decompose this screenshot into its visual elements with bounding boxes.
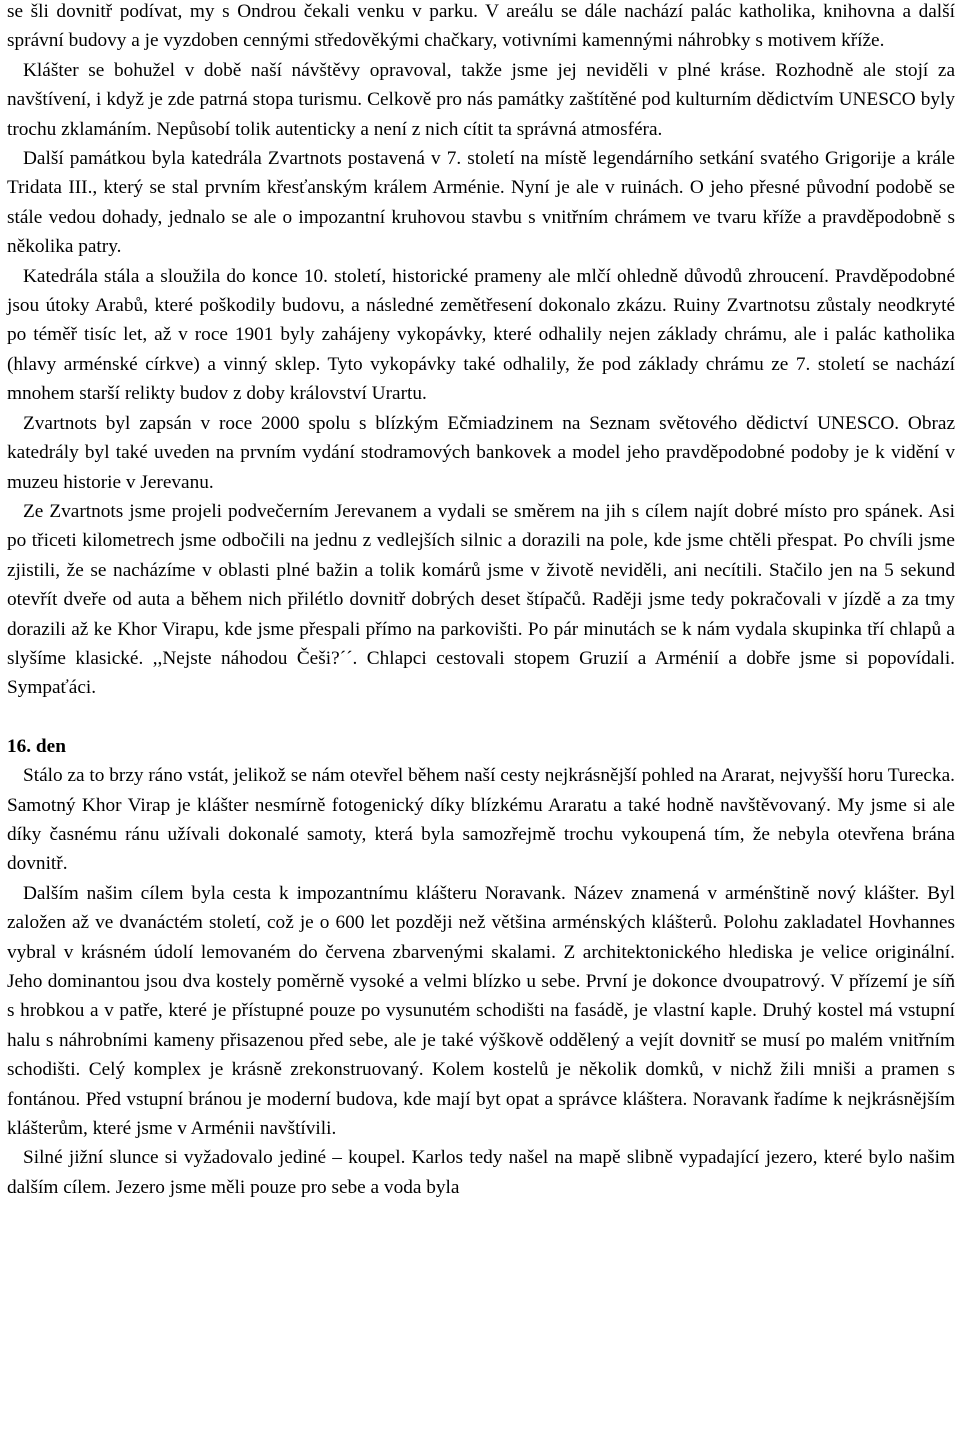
paragraph: Stálo za to brzy ráno vstát, jelikož se nám otevřel během naší cesty nejkrásnější pohled na Ararat, nejvyšší horu Turecka. Samotný Khor Virap je klášter nesmírně fotogenický díky blízkému Araratu a také hodně navštěvovaný. My jsme si ale díky časnému ránu užívali dokonalé samoty, která byla samozřejmě trochu vykoupená tím, že nebyla otevřena brána dovnitř. — [7, 765, 955, 875]
paragraph: Další památkou byla katedrála Zvartnots postavená v 7. století na místě legendárního setkání svatého Grigorije a krále Tridata III., který se stal prvním křesťanským králem Arménie. Nyní je ale v ruinách. O jeho přesné původní podobě se stále vedou dohady, jednalo se ale o impozantní kruhovou stavbu s vnitřním chrámem ve tvaru kříže a pravděpodobně s několika patry. — [7, 148, 955, 258]
document-page — [7, 0, 955, 1202]
paragraph: se šli dovnitř podívat, my s Ondrou čekali venku v parku. V areálu se dále nachází palác katholika, knihovna a další správní budovy a je vyzdoben cennými středověkými chačkary, votivními kamennými náhrobky s motivem kříže. — [7, 1, 955, 52]
paragraph: Zvartnots byl zapsán v roce 2000 spolu s blízkým Ečmiadzinem na Seznam světového dědictví UNESCO. Obraz katedrály byl také uveden na prvním vydání stodramových bankovek a model jeho pravděpodobné podoby je k vidění v muzeu historie v Jerevanu. — [7, 412, 955, 493]
paragraph: Klášter se bohužel v době naší návštěvy opravoval, takže jsme jej neviděli v plné kráse. Rozhodně ale stojí za navštívení, i když je zde patrná stopa turismu. Celkově pro nás památky zaštítěné pod kulturním dědictvím UNESCO byly trochu zklamáním. Nepůsobí tolik autenticky a není z nich cítit ta správná atmosféra. — [7, 59, 955, 140]
paragraph: Dalším našim cílem byla cesta k impozantnímu klášteru Noravank. Název znamená v arménštině nový klášter. Byl založen až ve dvanáctém století, což je o 600 let později než většina arménských klášterů. Polohu zakladatel Hovhannes vybral v krásném údolí lemovaném do červena zbarvenými skalami. Z architektonického hlediska je velice originální. Jeho dominantou jsou dva kostely poměrně vysoké a velmi blízko u sebe. První je dokonce dvoupatrový. V přízemí je síň s hrobkou a v patře, které je přístupné pouze po vysunutém schodišti na fasádě, je vlastní kaple. Druhý kostel má vstupní halu s náhrobními kameny přisazenou před sebe, ale je také výškově oddělený a vejít dovnitř se musí po malém vnitřním schodišti. Celý komplex je krásně zrekonstruovaný. Kolem kostelů je několik domků, v nichž žili mniši a pramen s fontánou. Před vstupní bránou je moderní budova, kde mají byt opat a správce kláštera. Noravank řadíme k nejkrásnějším klášterům, které jsme v Arménii navštívili. — [7, 882, 955, 1140]
paragraph: Silné jižní slunce si vyžadovalo jediné – koupel. Karlos tedy našel na mapě slibně vypadající jezero, které bylo našim dalším cílem. Jezero jsme měli pouze pro sebe a voda byla — [7, 1147, 955, 1198]
paragraph: Ze Zvartnots jsme projeli podvečerním Jerevanem a vydali se směrem na jih s cílem najít dobré místo pro spánek. Asi po třiceti kilometrech jsme odbočili na jednu z vedlejších silnic a dorazili na pole, kde jsme chtěli přespat. Po chvíli jsme zjistili, že se nacházíme v oblasti plné bažin a tolik komárů jsme v životě neviděli, ani necítili. Stačilo jen na 5 sekund otevřít dveře od auta a během nich přilétlo dovnitř dobrých deset štípačů. Raději jsme tedy pokračovali v jízdě a za tmy dorazili až ke Khor Virapu, kde jsme přespali přímo na parkovišti. Po pár minutách se k nám vydala skupinka tří chlapů a slyšíme klasické. ,,Nejste náhodou Češi?´´. Chlapci cestovali stopem Gruzií a Arménií a dobře jsme si popovídali. Sympaťáci. — [7, 500, 955, 699]
paragraph: Katedrála stála a sloužila do konce 10. století, historické prameny ale mlčí ohledně důvodů zhroucení. Pravděpodobné jsou útoky Arabů, které poškodily budovu, a následné zemětřesení dokonalo zkázu. Ruiny Zvartnotsu zůstaly neodkryté po téměř tisíc let, až v roce 1901 byly zahájeny vykopávky, které odhalily nejen základy chrámu, ale i palác katholika (hlavy arménské církve) a vinný sklep. Tyto vykopávky také odhalily, že pod základy chrámu ze 7. století se nachází mnohem starší relikty budov z doby království Urartu. — [7, 265, 955, 405]
day-heading: 16. den — [7, 735, 66, 757]
